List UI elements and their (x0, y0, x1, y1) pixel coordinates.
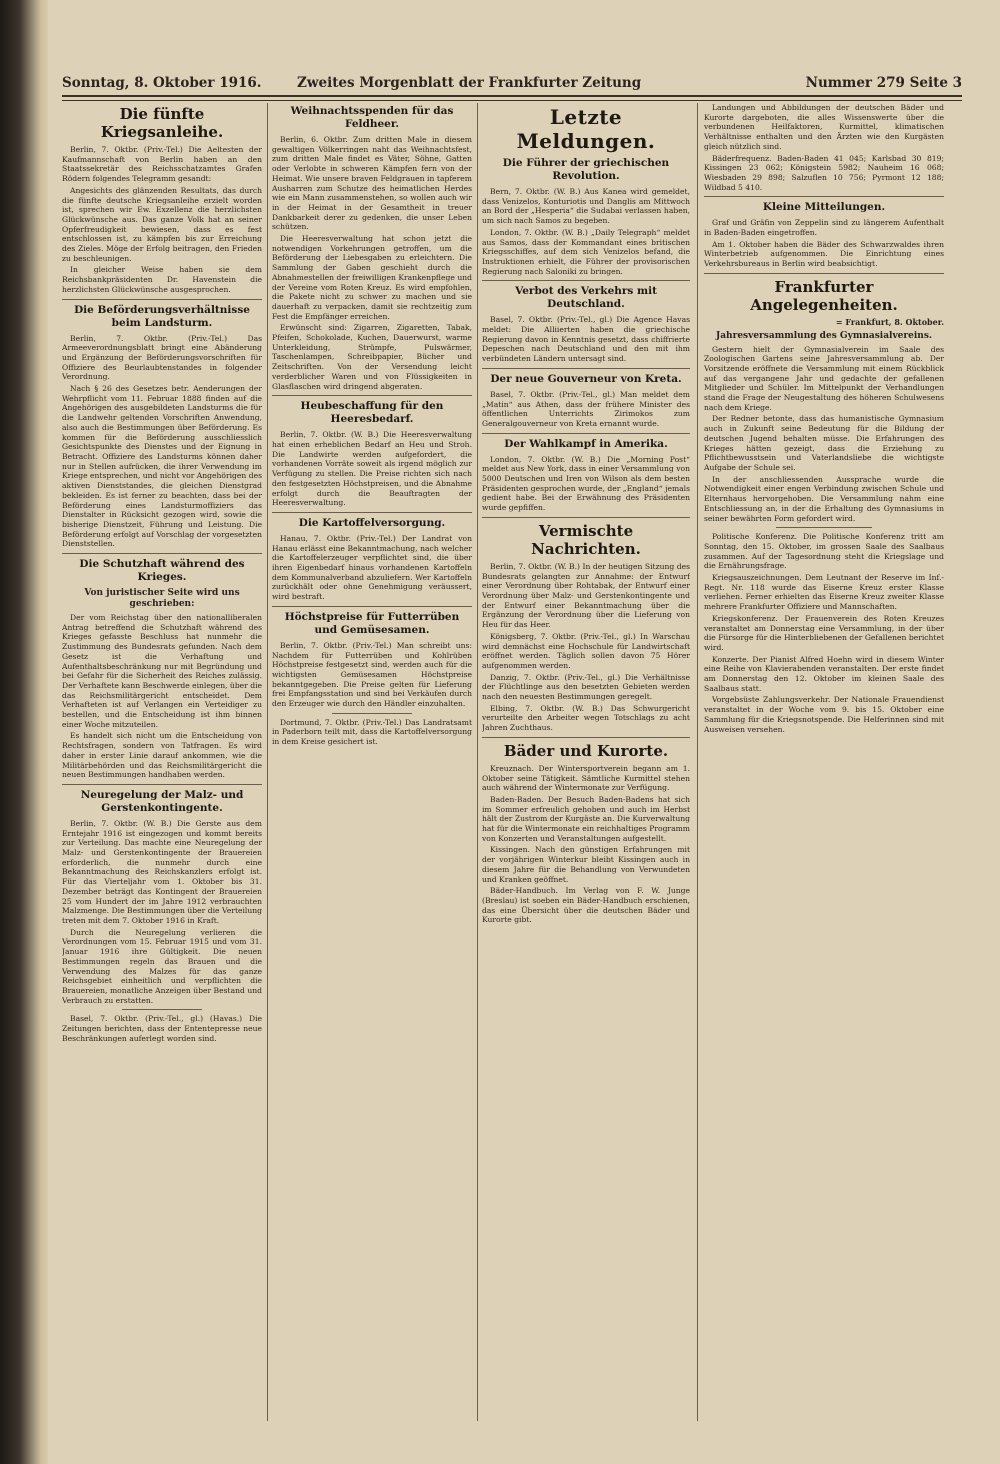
masthead-paper-name: Zweites Morgenblatt der Frankfurter Zeitung (297, 75, 642, 91)
section-headline: Vermischte Nachrichten. (531, 521, 641, 558)
article-paragraph: Angesichts des glänzenden Resultats, das durch die fünfte deutsche Kriegsanleihe erzielt worden ist, sprechen wir Ew. Exzellenz die herzlichsten Glückwünsche aus. Das ganze Volk hat an seiner Opferfreudigkeit bewiesen, dass es fest entschlossen ist, zu kämpfen bis zur Erreichung des Zieles. Möge der Erfolg beitragen, den Frieden zu beschleunigen. (62, 185, 262, 263)
article-paragraph: Bäder-Handbuch. Im Verlag von F. W. Junge (Breslau) ist soeben ein Bäder-Handbuch erschienen, das eine Übersicht über die deutschen Bäder und Kurorte gibt. (482, 886, 690, 925)
article-headline: Höchstpreise für Futterrüben und Gemüsesamen. (284, 610, 460, 636)
article-paragraph: Berlin, 7. Oktbr. (W. B.) In der heutigen Sitzung des Bundesrats gelangten zur Annahme: der Entwurf einer Verordnung über Rohtabak, der Entwurf einer Verordnung über Malz- und Gerstenkontingente und der Entwurf einer Bekanntmachung über die Ergänzung der Verordnung über die Lieferung von Heu für das Heer. (482, 561, 690, 630)
article-paragraph: Kissingen. Nach den günstigen Erfahrungen mit der vorjährigen Winterkur bleibt Kissingen auch in diesem Jahre für die Behandlung von Verwundeten und Kranken geöffnet. (482, 845, 690, 884)
article-headline: Der neue Gouverneur von Kreta. (490, 372, 682, 385)
masthead-date: Sonntag, 8. Oktober 1916. (62, 75, 262, 91)
dateline: = Frankfurt, 8. Oktober. (835, 316, 944, 327)
article-divider (272, 606, 472, 607)
article-divider (704, 196, 944, 197)
article-headline: Die Beförderungsverhältnisse beim Landsturm. (74, 303, 250, 329)
article-paragraph: Berlin, 7. Oktbr. (Priv.-Tel.) Man schreibt uns: Nachdem für Futterrüben und Kohlrüben Höchstpreise festgesetzt sind, werden auch für die wichtigsten Gemüsesamen Höchstpreise bekanntgegeben. Die Preise gelten für Lieferung frei Empfangsstation und sind bei Verkäufen durch den Erzeuger wie durch den Händler einzuhalten. (272, 640, 472, 709)
article-paragraph: Danzig, 7. Oktbr. (Priv.-Tel., gl.) Die Verhältnisse der Flüchtlinge aus den besetzten Gebieten werden nach den neuesten Bestimmungen geregelt. (482, 672, 690, 702)
masthead-page-number: Nummer 279 Seite 3 (805, 75, 962, 91)
section-headline: Frankfurter Angelegenheiten. (750, 277, 898, 314)
article-paragraph: Vorgebsüste Zahlungsverkehr. Der Nationale Frauendienst veranstaltet in der Woche vom 9. bis 15. Oktober eine Sammlung für die Kriegsnotspende. Die Helferinnen sind mit Ausweisen versehen. (704, 695, 944, 734)
article-paragraph: In der anschliessenden Aussprache wurde die Notwendigkeit einer engen Verbindung zwischen Schule und Elternhaus hervorgehoben. Die Versammlung nahm eine Entschliessung an, in der die Erhaltung des Gymnasiums in seiner bewährten Form gefordert wird. (704, 474, 944, 523)
article-paragraph: Basel, 7. Oktbr. (Priv.-Tel., gl.) (Havas.) Die Zeitungen berichten, dass der Ententepresse neue Beschränkungen auferlegt worden sind. (62, 1014, 262, 1043)
article-paragraph: Politische Konferenz. Die Politische Konferenz tritt am Sonntag, den 15. Oktober, im grossen Saale des Saalbaus zusammen. Auf der Tagesordnung steht die Kriegslage und die Ernährungsfrage. (704, 532, 944, 571)
article-headline: Kleine Mitteilungen. (762, 201, 886, 214)
article-divider (62, 299, 262, 300)
article-paragraph: Berlin, 7. Oktbr. (Priv.-Tel.) Das Armeeverordnungsblatt bringt eine Abänderung und Ergänzung der Beförderungsvorschriften für Offiziere des Beurlaubtenstandes in folgender Verordnung. (62, 333, 262, 382)
article-paragraph: Basel, 7. Oktbr. (Priv.-Tel., gl.) Man meldet dem „Matin“ aus Athen, dass der frühere Minister des öffentlichen Unterrichts Zirimokos zum Generalgouverneur von Kreta ernannt wurde. (482, 389, 690, 428)
article-divider (272, 395, 472, 396)
column-1 (62, 103, 262, 1421)
article-paragraph: Baden-Baden. Der Besuch Baden-Badens hat sich im Sommer erfreulich gehoben und auch im Herbst hält der Zustrom der Kurgäste an. Die Kurverwaltung hat für die Wintermonate ein reichhaltiges Programm von Konzerten und Veranstaltungen aufgestellt. (482, 794, 690, 843)
article-paragraph: Gestern hielt der Gymnasialverein im Saale des Zoologischen Gartens seine Jahresversammlung ab. Der Vorsitzende eröffnete die Versammlung mit einem Rückblick auf das vergangene Jahr und gedachte der gefallenen Mitglieder und Schüler. Im Mittelpunkt der Verhandlungen stand die Frage der Neugestaltung des höheren Schulwesens nach dem Kriege. (704, 344, 944, 412)
article-headline: Weihnachtsspenden für das Feldheer. (290, 105, 454, 130)
article-paragraph: Berlin, 7. Oktbr. (W. B.) Die Heeresverwaltung hat einen erheblichen Bedarf an Heu und Stroh. Die Landwirte werden aufgefordert, die vorhandenen Vorräte soweit als irgend möglich zur Verfügung zu stellen. Die Preise richten sich nach den festgesetzten Höchstpreisen, und die Abnahme erfolgt durch die Beauftragten der Heeresverwaltung. (272, 430, 472, 508)
article-paragraph: Die Heeresverwaltung hat schon jetzt die notwendigen Vorkehrungen getroffen, um die Beförderung der Liebesgaben zu erleichtern. Die Sammlung der Gaben geschieht durch die Abnahmestellen der freiwilligen Krankenpflege und der Vereine vom Roten Kreuz. Es wird empfohlen, die Pakete nicht zu schwer zu machen und sie dauerhaft zu verpacken, damit sie rechtzeitig zum Fest die Empfänger erreichen. (272, 234, 472, 321)
article-paragraph: Durch die Neuregelung verlieren die Verordnungen vom 15. Februar 1915 und vom 31. Januar 1916 ihre Gültigkeit. Die neuen Bestimmungen regeln das Brauen und die Verwendung des Malzes für das ganze Reichsgebiet einheitlich und verpflichten die Brauereien, monatliche Anzeigen über Bestand und Verbrauch zu erstatten. (62, 927, 262, 1005)
article-subheading: Jahresversammlung des Gymnasialvereins. (715, 330, 933, 341)
article-paragraph: Am 1. Oktober haben die Bäder des Schwarzwaldes ihren Winterbetrieb aufgenommen. Die Einrichtung eines Verkehrsbureaus in Berlin wird beabsichtigt. (704, 239, 944, 269)
article-paragraph: Bäderfrequenz. Baden-Baden 41 045; Karlsbad 30 819; Kissingen 23 062; Königstein 5982; Nauheim 16 068; Wiesbaden 29 898; Salzuflen 10 756; Pyrmont 12 188; Wildbad 5 410. (704, 153, 944, 192)
article-paragraph: Kreuznach. Der Wintersportverein begann am 1. Oktober seine Tätigkeit. Sämtliche Kurmittel stehen auch während der Wintermonate zur Verfügung. (482, 763, 690, 793)
article-paragraph: Bern, 7. Oktbr. (W. B.) Aus Kanea wird gemeldet, dass Venizelos, Konturiotis und Danglis am Mittwoch an Bord der „Hesperia“ die Sudabai verlassen haben, um sich nach Samos zu begeben. (482, 187, 690, 226)
article-divider (62, 553, 262, 554)
article-headline: Verbot des Verkehrs mit Deutschland. (515, 285, 657, 311)
article-paragraph: Landungen und Abbildungen der deutschen Bäder und Kurorte dargeboten, die alles Wissenswerte über die verbundenen Heilfaktoren, Kurmittel, klimatischen Verhältnisse enthalten und den Ärzten wie den Kurgästen gleich nützlich sind. (704, 103, 944, 151)
article-paragraph: Berlin, 6. Oktbr. Zum dritten Male in diesem gewaltigen Völkerringen naht das Weihnachtsfest, zum dritten Male findet es Väter, Söhne, Gatten oder Verlobte in schweren Kämpfen fern von der Heimat. Wie unsere braven Feldgrauen in tapferem Ausharren zum Schutze des heimatlichen Herdes wie ein Mann zusammenstehen, so wollen auch wir in der Heimat in der Gesamtheit in treuer Dankbarkeit derer zu gedenken, die unser Leben schützen. (272, 135, 472, 232)
article-divider (482, 433, 690, 434)
article-paragraph: Berlin, 7. Oktbr. (W. B.) Die Gerste aus dem Erntejahr 1916 ist eingezogen und kommt bereits zur Verteilung. Das machte eine Neuregelung der Malz- und Gerstenkontingente der Brauereien erforderlich, die nunmehr durch eine Bekanntmachung des Reichskanzlers erfolgt ist. Für das Vierteljahr vom 1. Oktober bis 31. Dezember beträgt das Kontingent der Brauereien 25 vom Hundert der im Jahre 1912 verbrauchten Malzmenge. Die Bestimmungen über die Verteilung treten mit dem 7. Oktober 1916 in Kraft. (62, 818, 262, 925)
article-paragraph: Konzerte. Der Pianist Alfred Hoehn wird in diesem Winter eine Reihe von Klavierabenden veranstalten. Der erste findet am Donnerstag den 12. Oktober im kleinen Saale des Saalbaus statt. (704, 654, 944, 693)
article-divider (122, 1009, 202, 1010)
article-paragraph: Der Redner betonte, dass das humanistische Gymnasium auch in Zukunft seine Bedeutung für die Bildung der deutschen Jugend behalten müsse. Die Erfahrungen des Krieges hätten gezeigt, dass die Erziehung zu Pflichtbewusstsein und Vaterlandsliebe die wichtigste Aufgabe der Schule sei. (704, 414, 944, 472)
article-paragraph: Basel, 7. Oktbr. (Priv.-Tel., gl.) Die Agence Havas meldet: Die Alliierten haben die griechische Regierung davon in Kenntnis gesetzt, dass chiffrierte Depeschen nach Deutschland und den mit ihm verbündeten Ländern untersagt sind. (482, 315, 690, 364)
article-headline: Der Wahlkampf in Amerika. (504, 437, 668, 450)
article-headline: Neuregelung der Malz- und Gerstenkontingente. (80, 788, 244, 814)
article-paragraph: Nach § 26 des Gesetzes betr. Aenderungen der Wehrpflicht vom 11. Februar 1888 finden auf die Angehörigen des ausgebildeten Landsturms die für die Landwehr geltenden Vorschriften Anwendung, also auch die Bestimmungen über Beförderung. Es kommen für die Beförderung ausschliesslich Gesichtspunkte des Dienstes und der Eignung in Betracht. Offiziere des Landsturms können daher nur in Stellen aufrücken, die ihrer Verwendung im Kriege entsprechen, und nicht vor Angehörigen des aktiven Dienststandes, die gleichen Dienstgrad bekleiden. Es ist ferner zu beachten, dass bei der Beförderung eines Landsturmoffiziers das Dienstalter in Rücksicht gezogen wird, sowie die bisherige Dienstzeit, Führung und Leistung. Die Beförderung erfolgt auf Vorschlag der vorgesetzten Dienststellen. (62, 384, 262, 549)
article-divider (704, 273, 944, 274)
article-paragraph: Kriegsauszeichnungen. Dem Leutnant der Reserve im Inf.-Regt. Nr. 118 wurde das Eiserne Kreuz erster Klasse verliehen. Ferner erhielten das Eiserne Kreuz zweiter Klasse mehrere Frankfurter Offiziere und Mannschaften. (704, 573, 944, 612)
column-rule (267, 103, 268, 1421)
article-divider (332, 713, 412, 714)
article-paragraph: In gleicher Weise haben sie dem Reichsbankpräsidenten Dr. Havenstein die herzlichsten Glückwünsche ausgesprochen. (62, 265, 262, 294)
article-divider (776, 527, 872, 528)
section-headline: Bäder und Kurorte. (503, 741, 669, 760)
article-paragraph: Es handelt sich nicht um die Entscheidung von Rechtsfragen, sondern von Tatfragen. Es wird daher in erster Linie darauf ankommen, wie die Militärbehörden und das Reichsmilitärgericht die neuen Bestimmungen handhaben werden. (62, 731, 262, 780)
article-divider (62, 784, 262, 785)
article-paragraph: London, 7. Oktbr. (W. B.) Die „Morning Post“ meldet aus New York, dass in einer Versammlung von 5000 Deutschen und Iren von Wilson als dem besten Präsidenten gesprochen wurde, der „England“ jemals gedient habe. Bei der Erwähnung des Präsidenten wurde gepfiffen. (482, 454, 690, 513)
article-paragraph: Graf und Gräfin von Zeppelin sind zu längerem Aufenthalt in Baden-Baden eingetroffen. (704, 218, 944, 238)
column-rule (477, 103, 478, 1421)
binding-gutter (0, 0, 48, 1464)
article-paragraph: Dortmund, 7. Oktbr. (Priv.-Tel.) Das Landratsamt in Paderborn teilt mit, dass die Kartoffelversorgung in dem Kreise gesichert ist. (272, 717, 472, 747)
article-paragraph: Elbing, 7. Oktbr. (W. B.) Das Schwurgericht verurteilte den Arbeiter wegen Totschlags zu acht Jahren Zuchthaus. (482, 703, 690, 733)
masthead (62, 72, 990, 94)
article-paragraph: Kriegskonferenz. Der Frauenverein des Roten Kreuzes veranstaltet am Donnerstag eine Versammlung, in der über die Fürsorge für die Hinterbliebenen der Gefallenen berichtet wird. (704, 613, 944, 652)
article-divider (482, 517, 690, 518)
column-4 (704, 103, 944, 1421)
article-headline: Heubeschaffung für den Heeresbedarf. (300, 400, 444, 426)
article-paragraph: London, 7. Oktbr. (W. B.) „Daily Telegraph“ meldet aus Samos, dass der Kommandant eines britischen Kriegsschiffes, auf dem sich Venizelos befand, die Instruktionen erhielt, die Führer der provisorischen Regierung nach Saloniki zu bringen. (482, 227, 690, 276)
article-paragraph: Der vom Reichstag über den nationalliberalen Antrag betreffend die Schutzhaft während des Krieges gefasste Beschluss hat nunmehr die Zustimmung des Bundesrats gefunden. Nach dem Gesetz ist die Verhaftung und Aufenthaltsbeschränkung nur mit Begründung und bei Gefahr für die Sicherheit des Reiches zulässig. Der Verhaftete kann Beschwerde einlegen, über die das Reichsmilitärgericht entscheidet. Dem Verhafteten ist auf Verlangen ein Verteidiger zu bestellen, und die Entscheidung ist ihm binnen einer Woche mitzuteilen. (62, 613, 262, 729)
article-headline: Die Schutzhaft während des Krieges. (79, 558, 245, 584)
article-paragraph: Erwünscht sind: Zigarren, Zigaretten, Tabak, Pfeifen, Schokolade, Kuchen, Dauerwurst, warme Unterkleidung, Strümpfe, Pulswärmer, Taschenlampen, Schreibpapier, Bücher und Zeitschriften. Von der Versendung leicht verderblicher Waren und von Flüssigkeiten in Glasflaschen wird dringend abgeraten. (272, 323, 472, 391)
column-2 (272, 103, 472, 1421)
article-headline: Die fünfte Kriegsanleihe. (100, 105, 224, 141)
article-headline: Die Führer der griechischen Revolution. (502, 157, 670, 182)
section-headline: Letzte Meldungen. (516, 105, 656, 153)
article-divider (272, 512, 472, 513)
masthead-rule (62, 95, 962, 101)
article-divider (482, 280, 690, 281)
article-subheading: Von juristischer Seite wird uns geschrieben: (84, 588, 240, 610)
article-paragraph: Hanau, 7. Oktbr. (Priv.-Tel.) Der Landrat von Hanau erlässt eine Bekanntmachung, nach welcher die Kartoffelerzeuger verpflichtet sind, die über ihren Eigenbedarf hinaus vorhandenen Kartoffeln dem Kommunalverband abzuliefern. Wer Kartoffeln zurückhält oder ohne Genehmigung veräussert, wird bestraft. (272, 533, 472, 602)
column-rule (697, 103, 698, 1421)
article-paragraph: Königsberg, 7. Oktbr. (Priv.-Tel., gl.) In Warschau wird demnächst eine Hochschule für Landwirtschaft eröffnet werden. Täglich sollen davon 75 Hörer aufgenommen werden. (482, 631, 690, 670)
article-divider (482, 368, 690, 369)
article-paragraph: Berlin, 7. Oktbr. (Priv.-Tel.) Die Aeltesten der Kaufmannschaft von Berlin haben an den Staatssekretär des Reichsschatzamtes Grafen Rödern folgendes Telegramm gesandt: (62, 145, 262, 184)
article-divider (482, 737, 690, 738)
column-3 (482, 103, 690, 1421)
article-headline: Die Kartoffelversorgung. (298, 516, 446, 529)
